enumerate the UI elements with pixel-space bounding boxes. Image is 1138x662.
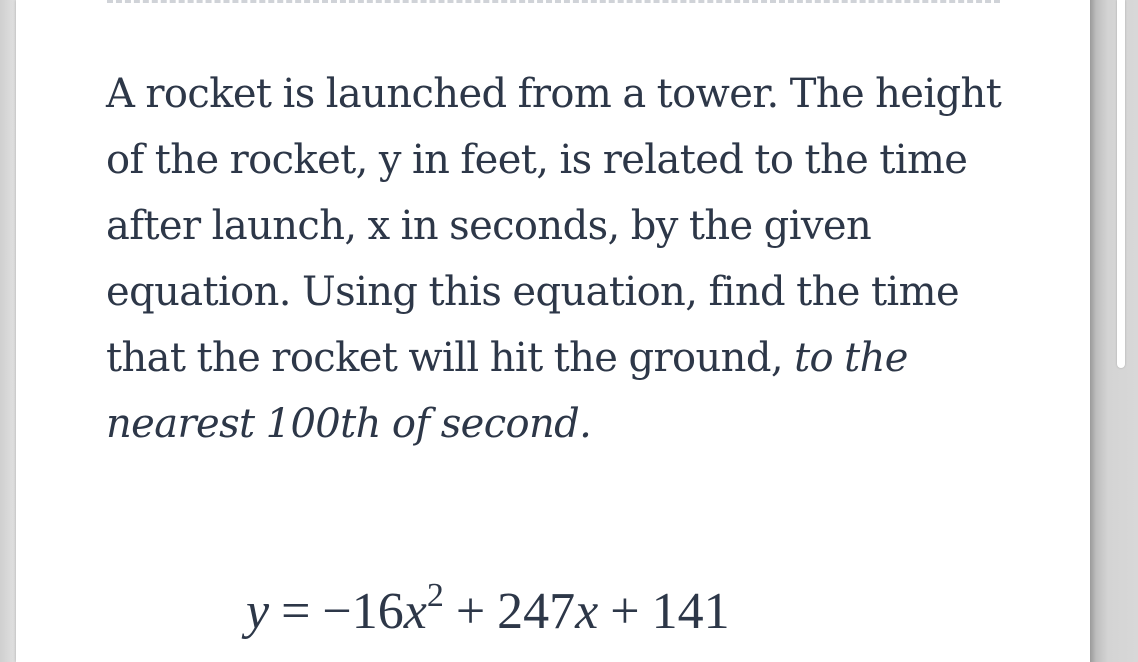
vertical-scrollbar-thumb[interactable] [1117, 0, 1125, 368]
question-text [106, 61, 1006, 457]
equation [246, 572, 730, 652]
equation-var2: x [575, 583, 599, 640]
equation-equals: = [281, 583, 311, 640]
section-divider [107, 0, 1000, 3]
equation-plus2: + [610, 583, 640, 640]
equation-constant: 141 [651, 583, 730, 640]
window-right-edge [1090, 0, 1138, 662]
equation-plus1: + [455, 583, 486, 640]
question-main-text: A rocket is launched from a tower. The height of the rocket, y in feet, is related to the time after launch, x in seconds, by the given equation. Using this equation, find the time that the rocket will hit the ground, [106, 71, 1002, 381]
equation-coef2: 247 [497, 583, 576, 640]
window-left-edge [0, 0, 16, 662]
equation-exponent: 2 [426, 577, 444, 614]
question-italic-text: to the nearest 100th of second. [106, 335, 908, 447]
equation-var1: x [403, 583, 427, 640]
equation-lhs: y [246, 583, 270, 640]
equation-coef1: −16 [322, 583, 404, 640]
